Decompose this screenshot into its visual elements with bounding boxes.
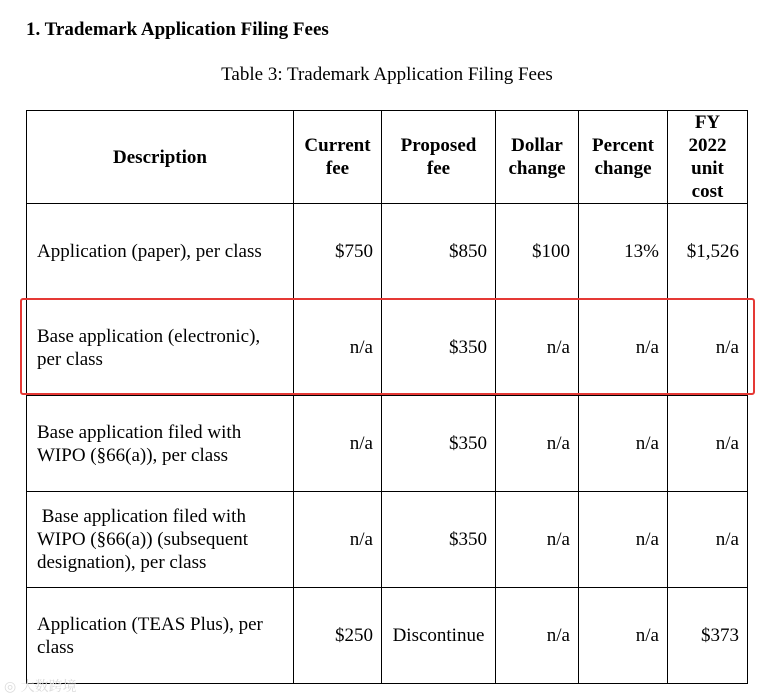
description-line: Application (TEAS Plus), per [37, 613, 263, 635]
table-row [27, 396, 748, 492]
header-description-label: Description [113, 146, 207, 168]
cell-percent-change: n/a [579, 492, 668, 588]
cell-proposed-fee: $350 [382, 396, 496, 492]
cell-description [27, 492, 294, 588]
cell-dollar-change: n/a [496, 588, 579, 684]
cell-dollar-change: $100 [496, 204, 579, 300]
cell-percent-change: n/a [579, 588, 668, 684]
cell-current-fee: $250 [294, 588, 382, 684]
cell-current-fee: n/a [294, 492, 382, 588]
description-line: Base application (electronic), [37, 325, 261, 347]
header-unit-cost-line: cost [691, 181, 724, 202]
section-heading: 1. Trademark Application Filing Fees [26, 19, 329, 40]
header-current-fee [294, 111, 382, 204]
cell-current-fee: n/a [294, 300, 382, 396]
cell-unit-cost: n/a [668, 300, 748, 396]
cell-percent-change: n/a [579, 396, 668, 492]
header-proposed-fee-line: fee [426, 158, 451, 179]
cell-dollar-change: n/a [496, 492, 579, 588]
header-proposed-fee [382, 111, 496, 204]
table-caption: Table 3: Trademark Application Filing Fees [221, 64, 553, 85]
header-percent-change-line: change [594, 158, 652, 179]
table-row-highlighted [27, 300, 748, 396]
description-line: per class [37, 348, 103, 370]
header-description [27, 111, 294, 204]
cell-percent-change: 13% [579, 204, 668, 300]
cell-proposed-fee: Discontinue [382, 588, 496, 684]
header-unit-cost-line: FY [694, 112, 721, 133]
header-percent-change [579, 111, 668, 204]
description-line: designation), per class [37, 552, 207, 573]
header-percent-change-line: Percent [592, 135, 654, 156]
cell-current-fee: $750 [294, 204, 382, 300]
description-line: WIPO (§66(a)), per class [37, 444, 228, 466]
cell-unit-cost: $1,526 [668, 204, 748, 300]
header-dollar-change [496, 111, 579, 204]
watermark-logo [4, 676, 77, 696]
table-row [27, 492, 748, 588]
cell-description [27, 300, 294, 396]
cell-current-fee: n/a [294, 396, 382, 492]
header-proposed-fee-line: Proposed [400, 135, 477, 156]
cell-proposed-fee: $350 [382, 492, 496, 588]
watermark-text: 大数跨境 [20, 679, 77, 695]
header-unit-cost [668, 111, 748, 204]
cell-unit-cost: n/a [668, 492, 748, 588]
watermark-icon: ◎ [4, 679, 17, 695]
header-dollar-change-line: Dollar [511, 135, 563, 156]
cell-proposed-fee: $850 [382, 204, 496, 300]
description-line: Base application filed with [37, 506, 246, 527]
cell-unit-cost: $373 [668, 588, 748, 684]
table-row [27, 588, 748, 684]
cell-description [27, 588, 294, 684]
header-current-fee-line: fee [325, 158, 350, 179]
cell-percent-change: n/a [579, 300, 668, 396]
table-row [27, 204, 748, 300]
description-line: Application (paper), per class [37, 241, 262, 262]
description-line: class [37, 636, 74, 658]
header-unit-cost-line: 2022 [688, 135, 727, 156]
table-header-row [27, 111, 748, 204]
cell-proposed-fee: $350 [382, 300, 496, 396]
cell-dollar-change: n/a [496, 300, 579, 396]
header-dollar-change-line: change [508, 158, 566, 179]
description-line: Base application filed with [37, 421, 242, 443]
cell-dollar-change: n/a [496, 396, 579, 492]
header-unit-cost-line: unit [691, 158, 724, 179]
header-current-fee-line: Current [304, 135, 371, 156]
cell-unit-cost: n/a [668, 396, 748, 492]
cell-description [27, 204, 294, 300]
description-line: WIPO (§66(a)) (subsequent [37, 529, 249, 550]
fees-table [26, 110, 748, 684]
cell-description [27, 396, 294, 492]
